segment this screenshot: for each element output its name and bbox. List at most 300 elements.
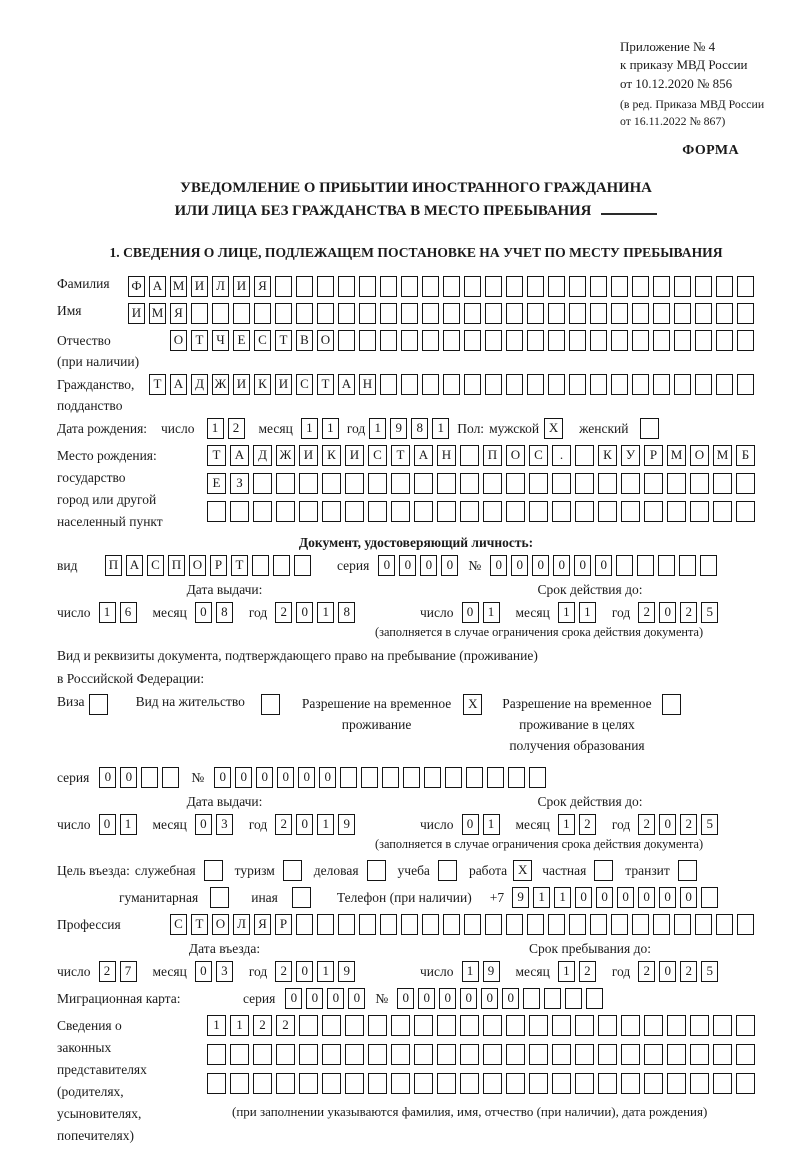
residence-permit-checkbox[interactable] — [261, 694, 284, 715]
form-cell[interactable]: 0 — [378, 555, 395, 576]
form-cell[interactable] — [368, 501, 387, 522]
form-cell[interactable] — [529, 767, 546, 788]
form-cell[interactable] — [716, 330, 733, 351]
form-cell[interactable]: З — [230, 473, 249, 494]
doc-series-cells[interactable] — [378, 555, 462, 576]
form-cell[interactable] — [391, 1044, 410, 1065]
form-cell[interactable] — [317, 276, 334, 297]
form-cell[interactable]: 0 — [296, 814, 313, 835]
form-cell[interactable]: Я — [254, 914, 271, 935]
form-cell[interactable] — [598, 473, 617, 494]
form-cell[interactable] — [621, 501, 640, 522]
form-cell[interactable]: М — [170, 276, 187, 297]
form-cell[interactable]: Т — [149, 374, 166, 395]
form-cell[interactable]: Л — [212, 276, 229, 297]
form-cell[interactable]: 1 — [483, 602, 500, 623]
form-cell[interactable] — [443, 276, 460, 297]
form-cell[interactable]: С — [147, 555, 164, 576]
form-cell[interactable] — [690, 473, 709, 494]
form-cell[interactable] — [445, 767, 462, 788]
form-cell[interactable]: Ф — [128, 276, 145, 297]
form-cell[interactable]: А — [170, 374, 187, 395]
form-cell[interactable]: С — [368, 445, 387, 466]
form-cell[interactable] — [506, 1044, 525, 1065]
form-cell[interactable]: Ж — [276, 445, 295, 466]
form-cell[interactable]: О — [189, 555, 206, 576]
stay-month-cells[interactable] — [558, 961, 600, 982]
form-cell[interactable] — [548, 330, 565, 351]
residence-valid-month-cells[interactable] — [558, 814, 600, 835]
form-cell[interactable] — [594, 860, 613, 881]
form-cell[interactable]: 0 — [195, 814, 212, 835]
form-cell[interactable] — [632, 276, 649, 297]
form-cell[interactable] — [527, 914, 544, 935]
form-cell[interactable] — [644, 1073, 663, 1094]
form-cell[interactable]: 0 — [638, 887, 655, 908]
form-cell[interactable] — [700, 555, 717, 576]
form-cell[interactable] — [737, 330, 754, 351]
form-cell[interactable] — [191, 303, 208, 324]
form-cell[interactable]: 1 — [558, 814, 575, 835]
form-cell[interactable] — [523, 988, 540, 1009]
form-cell[interactable] — [716, 303, 733, 324]
form-cell[interactable] — [565, 988, 582, 1009]
identity-valid-month-cells[interactable] — [558, 602, 600, 623]
form-cell[interactable]: 1 — [230, 1015, 249, 1036]
form-cell[interactable]: А — [338, 374, 355, 395]
doc-kind-cells[interactable] — [105, 555, 315, 576]
form-cell[interactable]: 0 — [120, 767, 137, 788]
form-cell[interactable]: 1 — [99, 602, 116, 623]
form-cell[interactable] — [590, 330, 607, 351]
form-cell[interactable] — [644, 473, 663, 494]
identity-issue-day-cells[interactable] — [99, 602, 141, 623]
form-cell[interactable] — [422, 914, 439, 935]
form-cell[interactable] — [529, 1015, 548, 1036]
form-cell[interactable] — [401, 276, 418, 297]
form-cell[interactable] — [552, 1015, 571, 1036]
form-cell[interactable] — [527, 276, 544, 297]
form-cell[interactable] — [253, 473, 272, 494]
form-cell[interactable]: 9 — [483, 961, 500, 982]
purpose-item-business-checkbox[interactable] — [367, 860, 390, 881]
form-cell[interactable]: Ч — [212, 330, 229, 351]
stay-year-cells[interactable] — [638, 961, 722, 982]
form-cell[interactable]: 0 — [397, 988, 414, 1009]
form-cell[interactable] — [529, 1073, 548, 1094]
form-cell[interactable] — [548, 276, 565, 297]
form-cell[interactable] — [367, 860, 386, 881]
form-cell[interactable]: X — [463, 694, 482, 715]
form-cell[interactable]: В — [296, 330, 313, 351]
form-cell[interactable] — [359, 276, 376, 297]
form-cell[interactable] — [230, 501, 249, 522]
form-cell[interactable]: 1 — [301, 418, 318, 439]
form-cell[interactable]: 1 — [432, 418, 449, 439]
form-cell[interactable] — [737, 374, 754, 395]
form-cell[interactable] — [506, 330, 523, 351]
form-cell[interactable] — [380, 276, 397, 297]
form-cell[interactable] — [437, 1044, 456, 1065]
form-cell[interactable] — [253, 501, 272, 522]
form-cell[interactable]: 5 — [701, 961, 718, 982]
form-cell[interactable]: О — [212, 914, 229, 935]
form-cell[interactable]: 0 — [617, 887, 634, 908]
form-cell[interactable]: 1 — [369, 418, 386, 439]
form-cell[interactable] — [460, 1073, 479, 1094]
form-cell[interactable] — [611, 303, 628, 324]
form-cell[interactable]: Ж — [212, 374, 229, 395]
form-cell[interactable]: 0 — [532, 555, 549, 576]
form-cell[interactable] — [506, 914, 523, 935]
visa-checkbox[interactable] — [89, 694, 112, 715]
form-cell[interactable] — [506, 276, 523, 297]
form-cell[interactable] — [716, 914, 733, 935]
identity-valid-day-cells[interactable] — [462, 602, 504, 623]
form-cell[interactable]: 2 — [275, 602, 292, 623]
form-cell[interactable]: 9 — [338, 814, 355, 835]
form-cell[interactable]: 5 — [701, 814, 718, 835]
form-cell[interactable] — [345, 1073, 364, 1094]
form-cell[interactable]: П — [483, 445, 502, 466]
form-cell[interactable]: 0 — [511, 555, 528, 576]
form-cell[interactable]: 2 — [275, 961, 292, 982]
form-cell[interactable]: 0 — [420, 555, 437, 576]
form-cell[interactable] — [611, 276, 628, 297]
form-cell[interactable]: 0 — [195, 602, 212, 623]
form-cell[interactable] — [483, 473, 502, 494]
form-cell[interactable]: И — [233, 374, 250, 395]
form-cell[interactable]: И — [345, 445, 364, 466]
migration-number-cells[interactable] — [397, 988, 607, 1009]
form-cell[interactable] — [644, 1044, 663, 1065]
form-cell[interactable] — [212, 303, 229, 324]
form-cell[interactable] — [632, 374, 649, 395]
form-cell[interactable] — [598, 1044, 617, 1065]
form-cell[interactable] — [736, 501, 755, 522]
purpose-item-official-checkbox[interactable] — [204, 860, 227, 881]
form-cell[interactable]: 0 — [502, 988, 519, 1009]
form-cell[interactable] — [299, 473, 318, 494]
form-cell[interactable] — [506, 303, 523, 324]
form-cell[interactable] — [632, 330, 649, 351]
form-cell[interactable] — [253, 1073, 272, 1094]
form-cell[interactable] — [529, 1044, 548, 1065]
form-cell[interactable] — [296, 276, 313, 297]
form-cell[interactable]: Т — [317, 374, 334, 395]
form-cell[interactable] — [737, 276, 754, 297]
form-cell[interactable] — [283, 860, 302, 881]
form-cell[interactable] — [590, 374, 607, 395]
form-cell[interactable] — [506, 1073, 525, 1094]
form-cell[interactable] — [345, 473, 364, 494]
form-cell[interactable]: 0 — [659, 961, 676, 982]
form-cell[interactable]: Н — [359, 374, 376, 395]
birth-place-row2-cells[interactable] — [207, 473, 759, 494]
form-cell[interactable]: О — [506, 445, 525, 466]
form-cell[interactable] — [361, 767, 378, 788]
form-cell[interactable] — [690, 1044, 709, 1065]
form-cell[interactable]: Л — [233, 914, 250, 935]
temp-residence-education-checkbox[interactable] — [662, 694, 685, 715]
form-cell[interactable] — [368, 473, 387, 494]
form-cell[interactable]: О — [317, 330, 334, 351]
form-cell[interactable]: Т — [391, 445, 410, 466]
form-cell[interactable]: 1 — [579, 602, 596, 623]
doc-number-cells[interactable] — [490, 555, 721, 576]
form-cell[interactable] — [422, 374, 439, 395]
form-cell[interactable] — [569, 374, 586, 395]
form-cell[interactable] — [621, 473, 640, 494]
form-cell[interactable]: 1 — [120, 814, 137, 835]
form-cell[interactable]: 0 — [595, 555, 612, 576]
form-cell[interactable]: 0 — [418, 988, 435, 1009]
purpose-item-transit-checkbox[interactable] — [678, 860, 701, 881]
form-cell[interactable] — [438, 860, 457, 881]
form-cell[interactable] — [527, 330, 544, 351]
form-cell[interactable] — [464, 914, 481, 935]
form-cell[interactable]: 0 — [439, 988, 456, 1009]
form-cell[interactable]: 0 — [659, 814, 676, 835]
form-cell[interactable]: 1 — [317, 961, 334, 982]
form-cell[interactable] — [382, 767, 399, 788]
form-cell[interactable] — [345, 1044, 364, 1065]
form-cell[interactable] — [552, 1044, 571, 1065]
form-cell[interactable] — [322, 501, 341, 522]
form-cell[interactable]: 0 — [680, 887, 697, 908]
form-cell[interactable]: Я — [170, 303, 187, 324]
form-cell[interactable]: П — [105, 555, 122, 576]
form-cell[interactable] — [401, 330, 418, 351]
form-cell[interactable]: К — [322, 445, 341, 466]
form-cell[interactable] — [695, 303, 712, 324]
form-cell[interactable]: 0 — [462, 602, 479, 623]
form-cell[interactable]: 0 — [99, 814, 116, 835]
form-cell[interactable] — [632, 303, 649, 324]
form-cell[interactable] — [658, 555, 675, 576]
form-cell[interactable] — [679, 555, 696, 576]
form-cell[interactable] — [483, 501, 502, 522]
form-cell[interactable] — [207, 501, 226, 522]
form-cell[interactable] — [443, 303, 460, 324]
form-cell[interactable]: Т — [191, 330, 208, 351]
form-cell[interactable]: И — [233, 276, 250, 297]
residence-issue-day-cells[interactable] — [99, 814, 141, 835]
form-cell[interactable] — [338, 330, 355, 351]
form-cell[interactable]: 1 — [483, 814, 500, 835]
form-cell[interactable] — [637, 555, 654, 576]
form-cell[interactable] — [483, 1015, 502, 1036]
form-cell[interactable]: 0 — [462, 814, 479, 835]
form-cell[interactable] — [690, 1015, 709, 1036]
form-cell[interactable] — [464, 276, 481, 297]
form-cell[interactable]: 9 — [390, 418, 407, 439]
form-cell[interactable] — [713, 1044, 732, 1065]
form-cell[interactable] — [359, 303, 376, 324]
form-cell[interactable] — [437, 473, 456, 494]
form-cell[interactable] — [716, 374, 733, 395]
form-cell[interactable]: Д — [253, 445, 272, 466]
form-cell[interactable] — [713, 1015, 732, 1036]
form-cell[interactable] — [317, 914, 334, 935]
form-cell[interactable]: Б — [736, 445, 755, 466]
form-cell[interactable]: 5 — [701, 602, 718, 623]
form-cell[interactable]: 6 — [120, 602, 137, 623]
form-cell[interactable] — [737, 303, 754, 324]
form-cell[interactable] — [338, 276, 355, 297]
form-cell[interactable] — [414, 473, 433, 494]
form-cell[interactable]: 0 — [306, 988, 323, 1009]
form-cell[interactable]: А — [230, 445, 249, 466]
form-cell[interactable] — [414, 1073, 433, 1094]
form-cell[interactable]: 8 — [411, 418, 428, 439]
form-cell[interactable] — [590, 303, 607, 324]
form-cell[interactable] — [674, 374, 691, 395]
form-cell[interactable] — [575, 1044, 594, 1065]
form-cell[interactable] — [464, 303, 481, 324]
form-cell[interactable] — [586, 988, 603, 1009]
form-cell[interactable] — [207, 1044, 226, 1065]
migration-series-cells[interactable] — [285, 988, 369, 1009]
stay-day-cells[interactable] — [462, 961, 504, 982]
form-cell[interactable] — [690, 1073, 709, 1094]
form-cell[interactable] — [527, 303, 544, 324]
residence-series-cells[interactable] — [99, 767, 183, 788]
form-cell[interactable]: 0 — [441, 555, 458, 576]
form-cell[interactable]: 2 — [638, 602, 655, 623]
birth-year-cells[interactable] — [369, 418, 453, 439]
form-cell[interactable] — [414, 501, 433, 522]
form-cell[interactable] — [736, 1044, 755, 1065]
form-cell[interactable]: 0 — [285, 988, 302, 1009]
form-cell[interactable] — [359, 914, 376, 935]
identity-valid-year-cells[interactable] — [638, 602, 722, 623]
form-cell[interactable] — [424, 767, 441, 788]
form-cell[interactable]: Н — [437, 445, 456, 466]
form-cell[interactable] — [141, 767, 158, 788]
form-cell[interactable] — [667, 1015, 686, 1036]
form-cell[interactable] — [695, 330, 712, 351]
residence-valid-year-cells[interactable] — [638, 814, 722, 835]
form-cell[interactable] — [611, 330, 628, 351]
form-cell[interactable] — [296, 914, 313, 935]
form-cell[interactable]: К — [254, 374, 271, 395]
form-cell[interactable]: 0 — [256, 767, 273, 788]
form-cell[interactable] — [317, 303, 334, 324]
form-cell[interactable]: 0 — [195, 961, 212, 982]
form-cell[interactable]: И — [191, 276, 208, 297]
form-cell[interactable] — [294, 555, 311, 576]
form-cell[interactable]: 3 — [216, 961, 233, 982]
form-cell[interactable] — [487, 767, 504, 788]
form-cell[interactable]: 1 — [322, 418, 339, 439]
form-cell[interactable] — [261, 694, 280, 715]
birth-place-row3-cells[interactable] — [207, 501, 759, 522]
form-cell[interactable]: О — [690, 445, 709, 466]
form-cell[interactable]: 2 — [99, 961, 116, 982]
form-cell[interactable]: 0 — [553, 555, 570, 576]
form-cell[interactable]: А — [149, 276, 166, 297]
form-cell[interactable] — [391, 473, 410, 494]
form-cell[interactable] — [252, 555, 269, 576]
form-cell[interactable] — [276, 473, 295, 494]
form-cell[interactable]: 2 — [276, 1015, 295, 1036]
form-cell[interactable] — [403, 767, 420, 788]
form-cell[interactable] — [667, 1044, 686, 1065]
form-cell[interactable] — [485, 276, 502, 297]
form-cell[interactable]: 1 — [558, 961, 575, 982]
form-cell[interactable]: С — [529, 445, 548, 466]
form-cell[interactable] — [322, 1044, 341, 1065]
form-cell[interactable]: 0 — [659, 602, 676, 623]
form-cell[interactable] — [345, 501, 364, 522]
form-cell[interactable]: 0 — [575, 887, 592, 908]
form-cell[interactable]: Т — [207, 445, 226, 466]
form-cell[interactable] — [506, 1015, 525, 1036]
form-cell[interactable]: 0 — [348, 988, 365, 1009]
entry-month-cells[interactable] — [195, 961, 237, 982]
form-cell[interactable] — [299, 1044, 318, 1065]
representatives-row2-cells[interactable] — [207, 1044, 759, 1065]
form-cell[interactable]: . — [552, 445, 571, 466]
form-cell[interactable] — [621, 1015, 640, 1036]
form-cell[interactable] — [653, 914, 670, 935]
form-cell[interactable] — [690, 501, 709, 522]
form-cell[interactable] — [340, 767, 357, 788]
form-cell[interactable]: 0 — [296, 602, 313, 623]
form-cell[interactable]: 2 — [228, 418, 245, 439]
form-cell[interactable] — [701, 887, 718, 908]
form-cell[interactable] — [548, 303, 565, 324]
form-cell[interactable] — [380, 374, 397, 395]
form-cell[interactable]: 1 — [317, 814, 334, 835]
form-cell[interactable] — [322, 1073, 341, 1094]
form-cell[interactable] — [667, 501, 686, 522]
form-cell[interactable]: 8 — [216, 602, 233, 623]
form-cell[interactable]: У — [621, 445, 640, 466]
purpose-item-private-checkbox[interactable] — [594, 860, 617, 881]
form-cell[interactable]: 0 — [596, 887, 613, 908]
form-cell[interactable] — [736, 1015, 755, 1036]
form-cell[interactable] — [210, 887, 229, 908]
form-cell[interactable] — [276, 1073, 295, 1094]
form-cell[interactable]: 0 — [659, 887, 676, 908]
form-cell[interactable] — [713, 473, 732, 494]
form-cell[interactable] — [575, 1015, 594, 1036]
form-cell[interactable] — [678, 860, 697, 881]
form-cell[interactable] — [569, 330, 586, 351]
form-cell[interactable] — [716, 276, 733, 297]
identity-issue-month-cells[interactable] — [195, 602, 237, 623]
form-cell[interactable]: О — [170, 330, 187, 351]
form-cell[interactable] — [552, 501, 571, 522]
form-cell[interactable] — [485, 914, 502, 935]
form-cell[interactable] — [422, 303, 439, 324]
patronymic-cells[interactable] — [170, 330, 758, 351]
form-cell[interactable]: Р — [644, 445, 663, 466]
form-cell[interactable]: 1 — [317, 602, 334, 623]
birth-month-cells[interactable] — [301, 418, 343, 439]
form-cell[interactable] — [322, 1015, 341, 1036]
form-cell[interactable]: 0 — [298, 767, 315, 788]
form-cell[interactable]: 0 — [481, 988, 498, 1009]
form-cell[interactable]: 2 — [638, 961, 655, 982]
form-cell[interactable] — [529, 501, 548, 522]
form-cell[interactable] — [422, 276, 439, 297]
form-cell[interactable] — [414, 1015, 433, 1036]
form-cell[interactable]: П — [168, 555, 185, 576]
form-cell[interactable] — [299, 1073, 318, 1094]
